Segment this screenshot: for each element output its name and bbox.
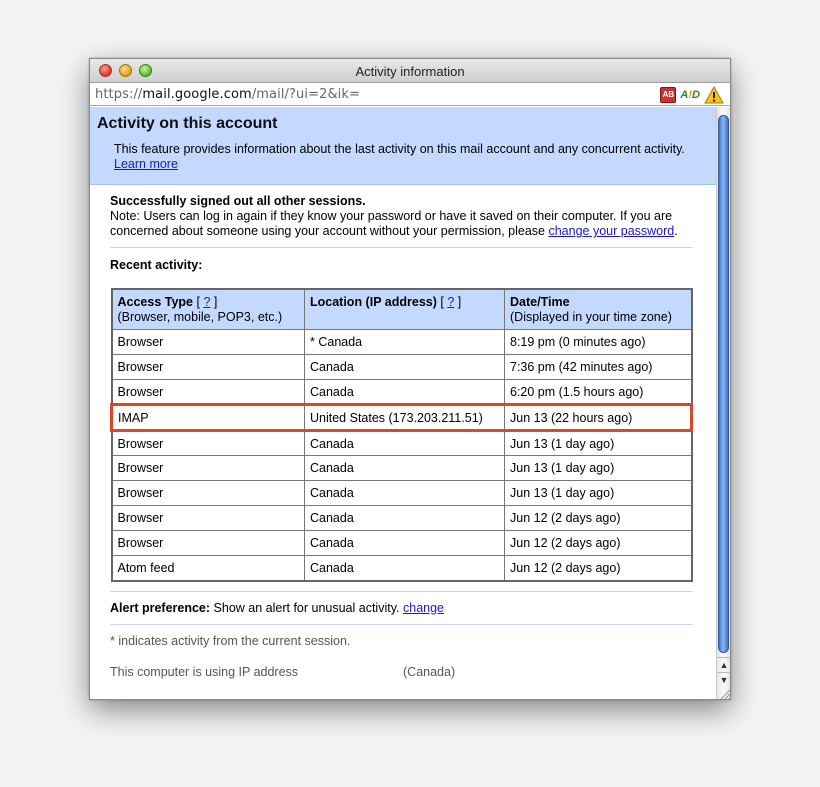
page-content	[90, 107, 716, 700]
title-bar	[90, 59, 730, 83]
location-help-link[interactable]: ?	[447, 295, 455, 309]
aid-icon[interactable]	[680, 89, 700, 101]
datetime-cell: Jun 13 (22 hours ago)	[505, 405, 692, 431]
table-row	[112, 456, 692, 481]
table-row	[112, 506, 692, 531]
divider	[110, 247, 693, 248]
datetime-cell: 8:19 pm (0 minutes ago)	[505, 330, 692, 355]
location-cell: United States (173.203.211.51)	[305, 405, 505, 431]
url-scheme: https://	[95, 87, 143, 102]
header-description	[97, 142, 709, 172]
learn-more-link[interactable]: Learn more	[114, 157, 178, 171]
location-cell: Canada	[305, 531, 505, 556]
access-type-cell: Browser	[112, 431, 305, 456]
location-cell: * Canada	[305, 330, 505, 355]
aid-icon-a: A	[680, 89, 689, 101]
access-type-cell: IMAP	[112, 405, 305, 431]
signed-out-note: Note: Users can log in again if they know your password or have it saved on their computer. If you are concerned about someone using your account without your permission, please	[110, 209, 673, 238]
activity-window	[89, 58, 731, 700]
datetime-cell: Jun 13 (1 day ago)	[505, 481, 692, 506]
current-session-footnote: * indicates activity from the current session.	[110, 633, 351, 648]
location-cell: Canada	[305, 481, 505, 506]
table-row	[112, 380, 692, 405]
warning-icon[interactable]	[704, 86, 724, 104]
table-row	[112, 531, 692, 556]
table-row	[112, 481, 692, 506]
table-row	[112, 431, 692, 456]
access-type-cell: Browser	[112, 330, 305, 355]
datetime-cell: Jun 12 (2 days ago)	[505, 506, 692, 531]
datetime-cell: Jun 13 (1 day ago)	[505, 431, 692, 456]
change-password-link[interactable]: change your password	[548, 224, 675, 238]
location-cell: Canada	[305, 380, 505, 405]
table-header-row	[112, 289, 692, 330]
signed-out-message	[110, 185, 693, 239]
location-cell: Canada	[305, 431, 505, 456]
access-type-cell: Browser	[112, 506, 305, 531]
access-type-cell: Browser	[112, 531, 305, 556]
alert-label: Alert preference:	[110, 600, 211, 615]
access-type-cell: Atom feed	[112, 556, 305, 581]
access-type-help-link[interactable]: ?	[203, 295, 211, 309]
url-icons	[660, 86, 724, 104]
url-bar[interactable]	[90, 84, 730, 106]
change-alert-link[interactable]: change	[403, 600, 445, 615]
url-text[interactable]	[95, 87, 360, 102]
activity-table	[110, 288, 693, 582]
datetime-cell: Jun 13 (1 day ago)	[505, 456, 692, 481]
location-cell: Canada	[305, 456, 505, 481]
table-row	[112, 355, 692, 380]
alert-text: Show an alert for unusual activity.	[213, 600, 400, 615]
aid-icon-i: !	[688, 89, 693, 101]
table-row-highlighted	[112, 405, 692, 431]
url-host: mail.google.com	[142, 87, 252, 102]
header-band	[90, 107, 716, 185]
datetime-cell: Jun 12 (2 days ago)	[505, 531, 692, 556]
header-access-type: Access Type [ ? ] (Browser, mobile, POP3, etc.)	[112, 289, 305, 330]
scroll-down-arrow-icon[interactable]: ▼	[717, 672, 731, 686]
note-period: .	[674, 224, 678, 238]
main-section	[90, 185, 716, 678]
adblock-icon[interactable]: AB	[660, 87, 676, 103]
table-row	[112, 556, 692, 581]
ip-address-info	[110, 648, 693, 678]
location-cell: Canada	[305, 556, 505, 581]
resize-grip-icon[interactable]	[717, 687, 731, 700]
url-path: /mail/?ui=2&ik=	[251, 87, 361, 102]
aid-icon-d: D	[692, 89, 700, 101]
access-type-cell: Browser	[112, 380, 305, 405]
ip-country: (Canada)	[403, 664, 456, 679]
datetime-cell: Jun 12 (2 days ago)	[505, 556, 692, 581]
alert-preference	[110, 592, 693, 615]
datetime-cell: 6:20 pm (1.5 hours ago)	[505, 380, 692, 405]
header-location: Location (IP address) [ ? ]	[305, 289, 505, 330]
vertical-scrollbar[interactable]	[716, 107, 730, 700]
access-type-cell: Browser	[112, 481, 305, 506]
page-title: Activity on this account	[97, 115, 278, 132]
datetime-cell: 7:36 pm (42 minutes ago)	[505, 355, 692, 380]
scroll-up-arrow-icon[interactable]: ▲	[717, 657, 731, 671]
location-cell: Canada	[305, 355, 505, 380]
window-title: Activity information	[355, 64, 465, 79]
access-type-cell: Browser	[112, 456, 305, 481]
scrollbar-thumb[interactable]	[718, 115, 729, 653]
location-cell: Canada	[305, 506, 505, 531]
recent-activity-label: Recent activity:	[110, 258, 203, 272]
header-datetime: Date/Time (Displayed in your time zone)	[505, 289, 692, 330]
signed-out-heading: Successfully signed out all other sessions.	[110, 194, 366, 208]
access-type-cell: Browser	[112, 355, 305, 380]
table-row	[112, 330, 692, 355]
description-text: This feature provides information about the last activity on this mail account and any concurrent activity.	[114, 142, 685, 156]
ip-address-text: This computer is using IP address	[110, 664, 299, 679]
